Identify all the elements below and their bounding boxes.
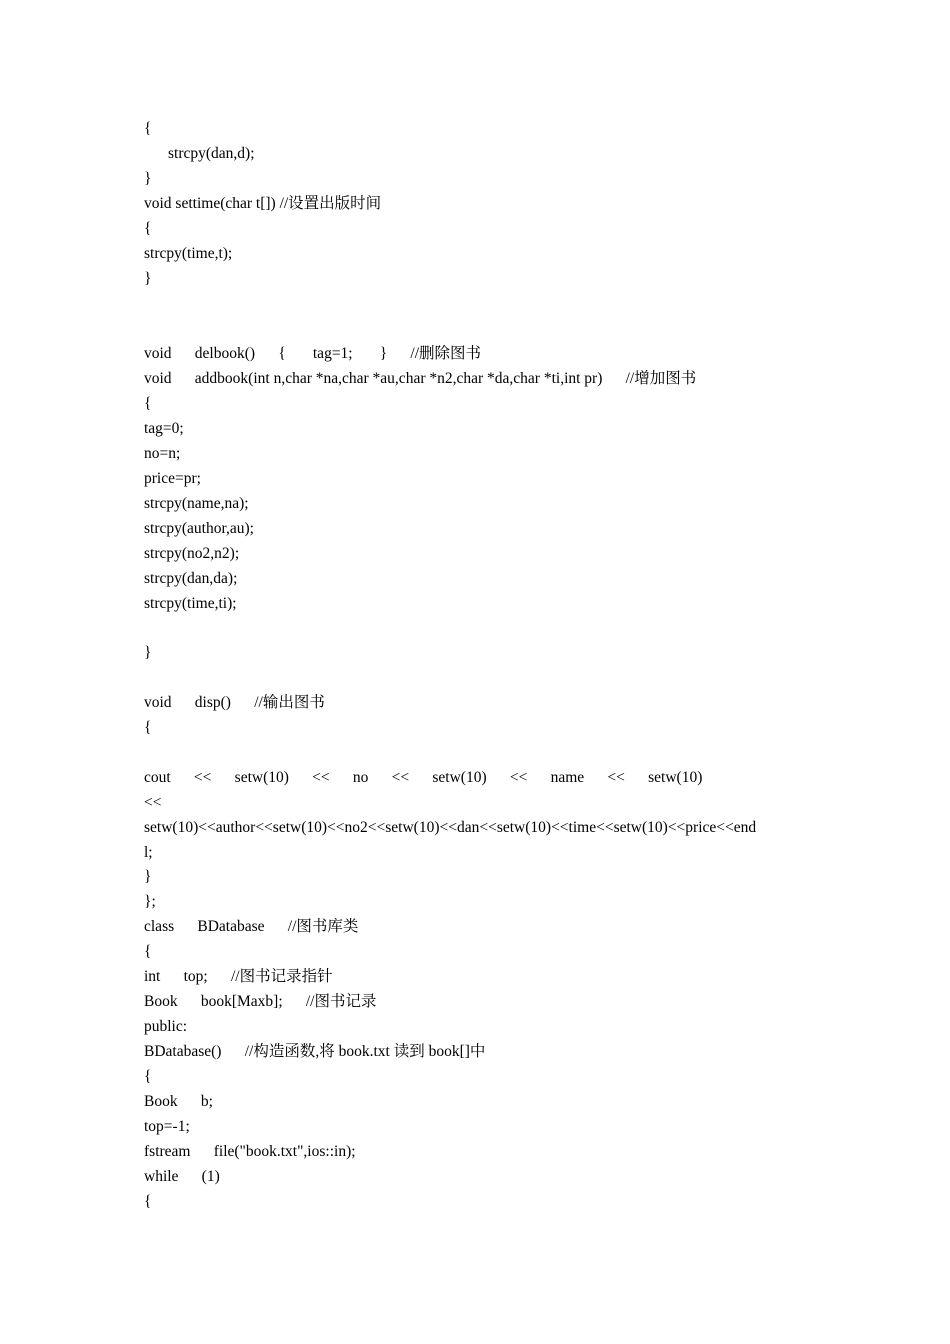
code-line: strcpy(dan,da); [144, 570, 238, 587]
code-line: }; [144, 893, 156, 910]
code-line: { [144, 220, 152, 237]
code-line: strcpy(time,ti); [144, 595, 237, 612]
code-line: strcpy(author,au); [144, 520, 254, 537]
code-line: class BDatabase //图书库类 [144, 918, 359, 935]
code-line: } [144, 644, 152, 661]
code-line: { [144, 395, 152, 412]
code-line: void delbook() { tag=1; } //删除图书 [144, 345, 482, 362]
code-line: strcpy(time,t); [144, 245, 233, 262]
code-line: int top; //图书记录指针 [144, 968, 333, 985]
code-line: void disp() //输出图书 [144, 694, 325, 711]
code-line: public: [144, 1018, 188, 1035]
code-line: price=pr; [144, 470, 201, 487]
code-line: Book b; [144, 1093, 213, 1110]
code-line: void settime(char t[]) //设置出版时间 [144, 195, 382, 212]
code-line: while (1) [144, 1168, 220, 1185]
code-line: tag=0; [144, 420, 184, 437]
code-line: strcpy(dan,d); [168, 145, 255, 162]
code-line: { [144, 1068, 152, 1085]
code-line: { [144, 719, 152, 736]
code-line: cout << setw(10) << no << setw(10) << name << setw(10) [144, 769, 703, 786]
code-line: no=n; [144, 445, 181, 462]
code-line: top=-1; [144, 1118, 190, 1135]
code-line: } [144, 270, 152, 287]
code-line: strcpy(no2,n2); [144, 545, 240, 562]
code-line: l; [144, 844, 153, 861]
code-line: } [144, 170, 152, 187]
code-line: Book book[Maxb]; //图书记录 [144, 993, 377, 1010]
code-line: << [144, 794, 162, 811]
code-line: } [144, 868, 152, 885]
code-line: void addbook(int n,char *na,char *au,char *n2,char *da,char *ti,int pr) //增加图书 [144, 370, 697, 387]
code-line: fstream file("book.txt",ios::in); [144, 1143, 356, 1160]
code-line: { [144, 943, 152, 960]
code-line: { [144, 1193, 152, 1210]
code-line: setw(10)<<author<<setw(10)<<no2<<setw(10)<<dan<<setw(10)<<time<<setw(10)<<price<<end [144, 819, 757, 836]
code-line: { [144, 120, 152, 137]
code-line: strcpy(name,na); [144, 495, 249, 512]
code-line: BDatabase() //构造函数,将 book.txt 读到 book[]中 [144, 1043, 486, 1060]
